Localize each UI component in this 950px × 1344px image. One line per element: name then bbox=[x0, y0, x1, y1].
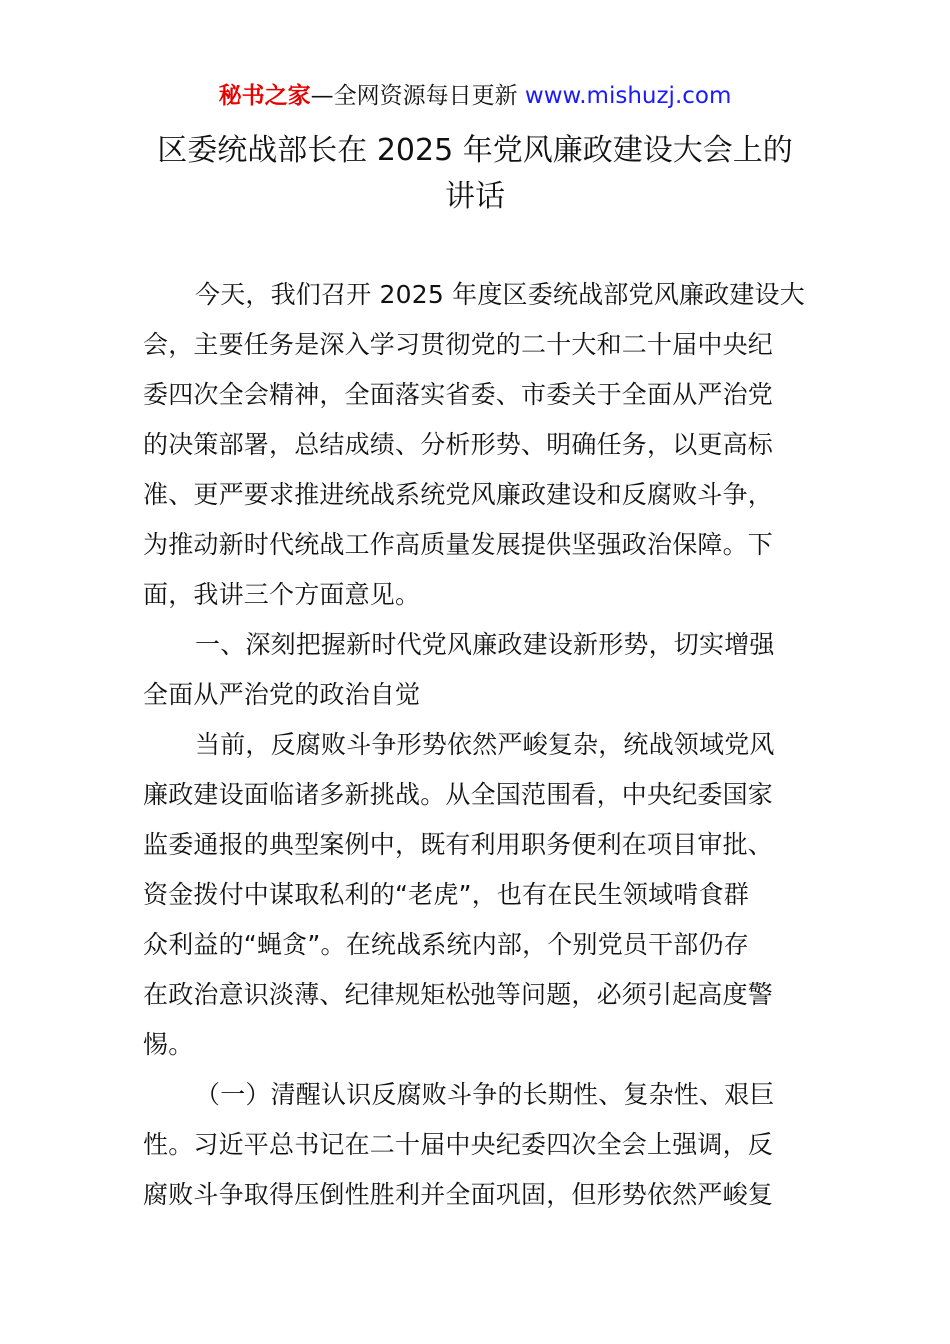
text-line: 监委通报的典型案例中，既有利用职务便利在项目审批、 bbox=[143, 830, 774, 859]
text-line: 众利益的“蝇贪”。在统战系统内部，个别党员干部仍存 bbox=[143, 930, 749, 959]
text-line: 资金拨付中谋取私利的“老虎”，也有在民生领域啃食群 bbox=[143, 880, 749, 909]
text-line: 面，我讲三个方面意见。 bbox=[143, 580, 421, 609]
banner-slogan: —全网资源每日更新 bbox=[310, 83, 525, 109]
text-line: 一、深刻把握新时代党风廉政建设新形势，切实增强 bbox=[195, 630, 775, 659]
text-line: 准、更严要求推进统战系统党风廉政建设和反腐败斗争， bbox=[143, 480, 774, 509]
title-line-2: 讲话 bbox=[445, 179, 505, 214]
text-line: 腐败斗争取得压倒性胜利并全面巩固，但形势依然严峻复 bbox=[143, 1180, 774, 1209]
title-line-1: 区委统战部长在 2025 年党风廉政建设大会上的 bbox=[157, 133, 793, 168]
paragraph-intro bbox=[143, 270, 808, 620]
text-line: 当前，反腐败斗争形势依然严峻复杂，统战领域党风 bbox=[195, 730, 775, 759]
paragraph-subsection-1 bbox=[143, 1070, 808, 1220]
paragraph-situation bbox=[143, 720, 808, 1070]
text-line: 委四次全会精神，全面落实省委、市委关于全面从严治党 bbox=[143, 380, 774, 409]
text-line: 在政治意识淡薄、纪律规矩松弛等问题，必须引起高度警 bbox=[143, 980, 774, 1009]
brand-name: 秘书之家 bbox=[218, 83, 311, 109]
section-heading-1 bbox=[143, 620, 808, 720]
text-line: 性。习近平总书记在二十届中央纪委四次全会上强调，反 bbox=[143, 1130, 774, 1159]
text-line: 的决策部署，总结成绩、分析形势、明确任务，以更高标 bbox=[143, 430, 774, 459]
text-line: 会，主要任务是深入学习贯彻党的二十大和二十届中央纪 bbox=[143, 330, 774, 359]
site-url-link[interactable]: www.mishuzj.com bbox=[524, 83, 732, 109]
document-body bbox=[143, 270, 808, 1220]
text-line: 廉政建设面临诸多新挑战。从全国范围看，中央纪委国家 bbox=[143, 780, 774, 809]
text-line: 为推动新时代统战工作高质量发展提供坚强政治保障。下 bbox=[143, 530, 774, 559]
site-banner bbox=[0, 80, 950, 112]
text-line: 今天，我们召开 2025 年度区委统战部党风廉政建设大 bbox=[195, 280, 805, 309]
text-line: （一）清醒认识反腐败斗争的长期性、复杂性、艰巨 bbox=[195, 1080, 775, 1109]
document-title bbox=[120, 128, 830, 220]
text-line: 惕。 bbox=[143, 1030, 194, 1059]
text-line: 全面从严治党的政治自觉 bbox=[143, 680, 421, 709]
